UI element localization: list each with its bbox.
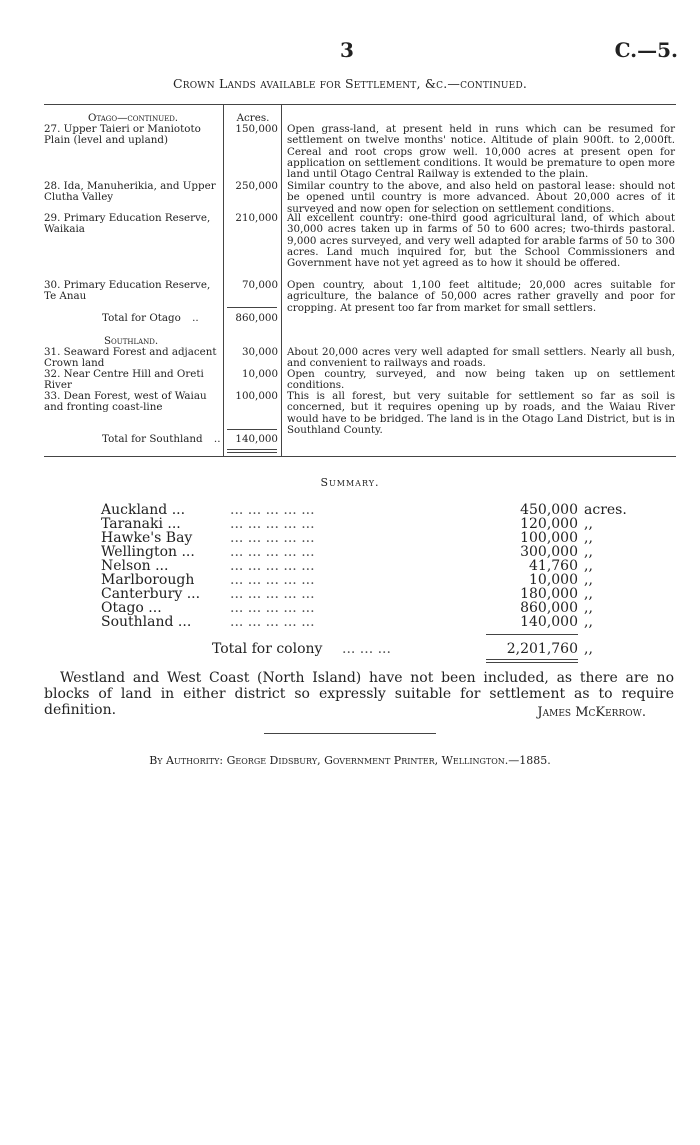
summary-row-value: 180,000	[520, 586, 578, 602]
total-otago-value: 860,000	[235, 312, 278, 324]
summary-row-name: Taranaki ...	[101, 516, 181, 532]
row-location: Ida, Manuherikia, and Upper Clutha Valley	[44, 180, 216, 204]
summary-row-unit: ,,	[584, 530, 593, 546]
row-location: Dean Forest, west of Waiau and fronting coast-line	[44, 390, 207, 414]
summary-row-unit: acres.	[584, 502, 627, 518]
row-number: 27.	[44, 123, 61, 135]
exclusion-note: Westland and West Coast (North Island) have not been included, as there are no blocks of land in either district so expressly suitable for settlement as to require definition.	[44, 670, 674, 718]
table-row-29-description: All excellent country: one-third good agricultural land, of which about 30,000 acres taken up in farms of 50 to 600 acres; two-thirds pastoral. 9,000 acres surveyed, and very well adapted for arable farms of 50 to 300 acres. Land much inquired for, but the School Commissioners and Government have not yet agreed as to how it should be offered.	[287, 212, 675, 270]
leader-dots: ..	[213, 433, 221, 445]
row-location: Primary Education Reserve, Waikaia	[44, 212, 211, 236]
summary-row-unit: ,,	[584, 586, 593, 602]
table-row-27-description: Open grass-land, at present held in runs which can be resumed for settlement on twelve months' notice. Altitude of plain 900ft. to 2,000ft. Cereal and root crops grow well. 10,000 acres at present open for application on settlement conditions. It would be premature to open more land until Otago Central Railway is extended to the plain.	[287, 123, 675, 181]
total-label-text: Total for Southland	[102, 433, 203, 445]
table-row-31-name	[44, 347, 222, 370]
leader-dots: ... ... ... ... ...	[230, 516, 315, 532]
summary-row-name: Auckland ...	[101, 502, 186, 518]
separator-rule	[264, 733, 436, 734]
table-bottom-rule	[44, 456, 676, 457]
summary-total-double-rule	[486, 662, 578, 663]
summary-total-rule	[486, 634, 578, 635]
subtotal-rule	[227, 307, 277, 308]
document-reference: C.—5.	[614, 38, 678, 62]
table-row-33-acres: 100,000	[235, 390, 278, 402]
subtotal-rule	[227, 429, 277, 430]
total-double-rule	[227, 452, 277, 453]
table-row-28-acres: 250,000	[235, 180, 278, 192]
table-row-30-name	[44, 280, 222, 303]
summary-row-name: Hawke's Bay	[101, 530, 193, 546]
row-number: 29.	[44, 212, 61, 224]
total-otago-label	[102, 313, 199, 324]
row-location: Near Centre Hill and Oreti River	[44, 368, 204, 392]
leader-dots: ... ... ... ... ...	[230, 502, 315, 518]
printer-imprint: By Authority: George Didsbury, Government Printer, Wellington.—1885.	[149, 754, 551, 767]
summary-total-double-rule	[486, 659, 578, 660]
table-row-27-name	[44, 124, 222, 147]
summary-row-unit: ,,	[584, 544, 593, 560]
section-heading-otago: Otago—continued.	[88, 112, 179, 124]
total-label-text: Total for Otago	[102, 312, 181, 324]
leader-dots: ... ... ... ... ...	[230, 530, 315, 546]
table-row-27-acres: 150,000	[235, 123, 278, 135]
row-number: 33.	[44, 390, 61, 402]
column-divider-right	[281, 104, 282, 456]
leader-dots: ... ... ... ... ...	[230, 558, 315, 574]
summary-row-name: Canterbury ...	[101, 586, 201, 602]
table-row-28-name	[44, 181, 222, 204]
row-location: Upper Taieri or Maniototo Plain (level and upland)	[44, 123, 201, 147]
page-title: Crown Lands available for Settlement, &c.—continued.	[172, 76, 528, 91]
table-row-32-description: Open country, surveyed, and now being taken up on settlement conditions.	[287, 368, 675, 392]
table-row-33-name	[44, 391, 222, 414]
row-number: 32.	[44, 368, 61, 380]
summary-row-value: 140,000	[520, 614, 578, 630]
summary-row-name: Marlborough	[101, 572, 195, 588]
row-number: 28.	[44, 180, 61, 192]
section-heading-southland: Southland.	[104, 335, 159, 347]
summary-row-unit: ,,	[584, 614, 593, 630]
summary-row-unit: ,,	[584, 572, 593, 588]
table-row-30-acres: 70,000	[241, 279, 278, 291]
summary-row-name: Wellington ...	[101, 544, 195, 560]
table-row-29-name	[44, 213, 222, 236]
summary-row-unit: ,,	[584, 600, 593, 616]
table-row-28-description: Similar country to the above, and also held on pastoral lease: should not be opened until country is more advanced. About 20,000 acres of it surveyed and now open for selection on settlement conditions.	[287, 180, 675, 215]
total-southland-value: 140,000	[235, 433, 278, 445]
leader-dots: ..	[192, 312, 199, 324]
summary-row-value: 10,000	[529, 572, 578, 588]
leader-dots: ... ... ... ... ...	[230, 600, 315, 616]
table-row-30-description: Open country, about 1,100 feet altitude; 20,000 acres suitable for agriculture, the balance of 50,000 acres rather gravelly and poor for cropping. At present too far from market for small settlers.	[287, 279, 675, 314]
total-southland-label	[102, 434, 220, 445]
signature: James McKerrow.	[537, 705, 646, 720]
leader-dots: ... ... ... ... ...	[230, 572, 315, 588]
row-location: Primary Education Reserve, Te Anau	[44, 279, 211, 303]
summary-row-name: Southland ...	[101, 614, 192, 630]
leader-dots: ... ... ... ... ...	[230, 614, 315, 630]
summary-title: Summary.	[320, 476, 380, 489]
total-double-rule	[227, 449, 277, 450]
summary-row-name: Otago ...	[101, 600, 162, 616]
summary-row-value: 450,000	[520, 502, 578, 518]
table-row-32-name	[44, 369, 222, 392]
table-row-31-acres: 30,000	[241, 346, 278, 358]
leader-dots: ... ... ...	[342, 641, 391, 657]
table-row-33-description: This is all forest, but very suitable for settlement so far as soil is concerned, but it requires opening up by roads, and the Waiau River would have to be bridged. The land is in the Otago Land District, but is in Southland County.	[287, 390, 675, 436]
summary-row-unit: ,,	[584, 516, 593, 532]
leader-dots: ... ... ... ... ...	[230, 586, 315, 602]
summary-row-value: 860,000	[520, 600, 578, 616]
row-number: 30.	[44, 279, 61, 291]
summary-total-label: Total for colony	[212, 641, 323, 657]
summary-row-value: 100,000	[520, 530, 578, 546]
row-number: 31.	[44, 346, 61, 358]
summary-total-unit: ,,	[584, 641, 593, 657]
table-row-29-acres: 210,000	[235, 212, 278, 224]
leader-dots: ... ... ... ... ...	[230, 544, 315, 560]
summary-row-name: Nelson ...	[101, 558, 169, 574]
summary-row-unit: ,,	[584, 558, 593, 574]
acres-column-header: Acres.	[236, 112, 270, 124]
table-row-32-acres: 10,000	[241, 368, 278, 380]
table-top-rule	[44, 104, 676, 105]
page-number: 3	[340, 38, 354, 62]
summary-row-value: 300,000	[520, 544, 578, 560]
summary-total-value: 2,201,760	[506, 641, 578, 657]
summary-row-value: 120,000	[520, 516, 578, 532]
summary-row-value: 41,760	[529, 558, 578, 574]
row-location: Seaward Forest and adjacent Crown land	[44, 346, 217, 370]
table-row-31-description: About 20,000 acres very well adapted for small settlers. Nearly all bush, and convenient to railways and roads.	[287, 346, 675, 370]
